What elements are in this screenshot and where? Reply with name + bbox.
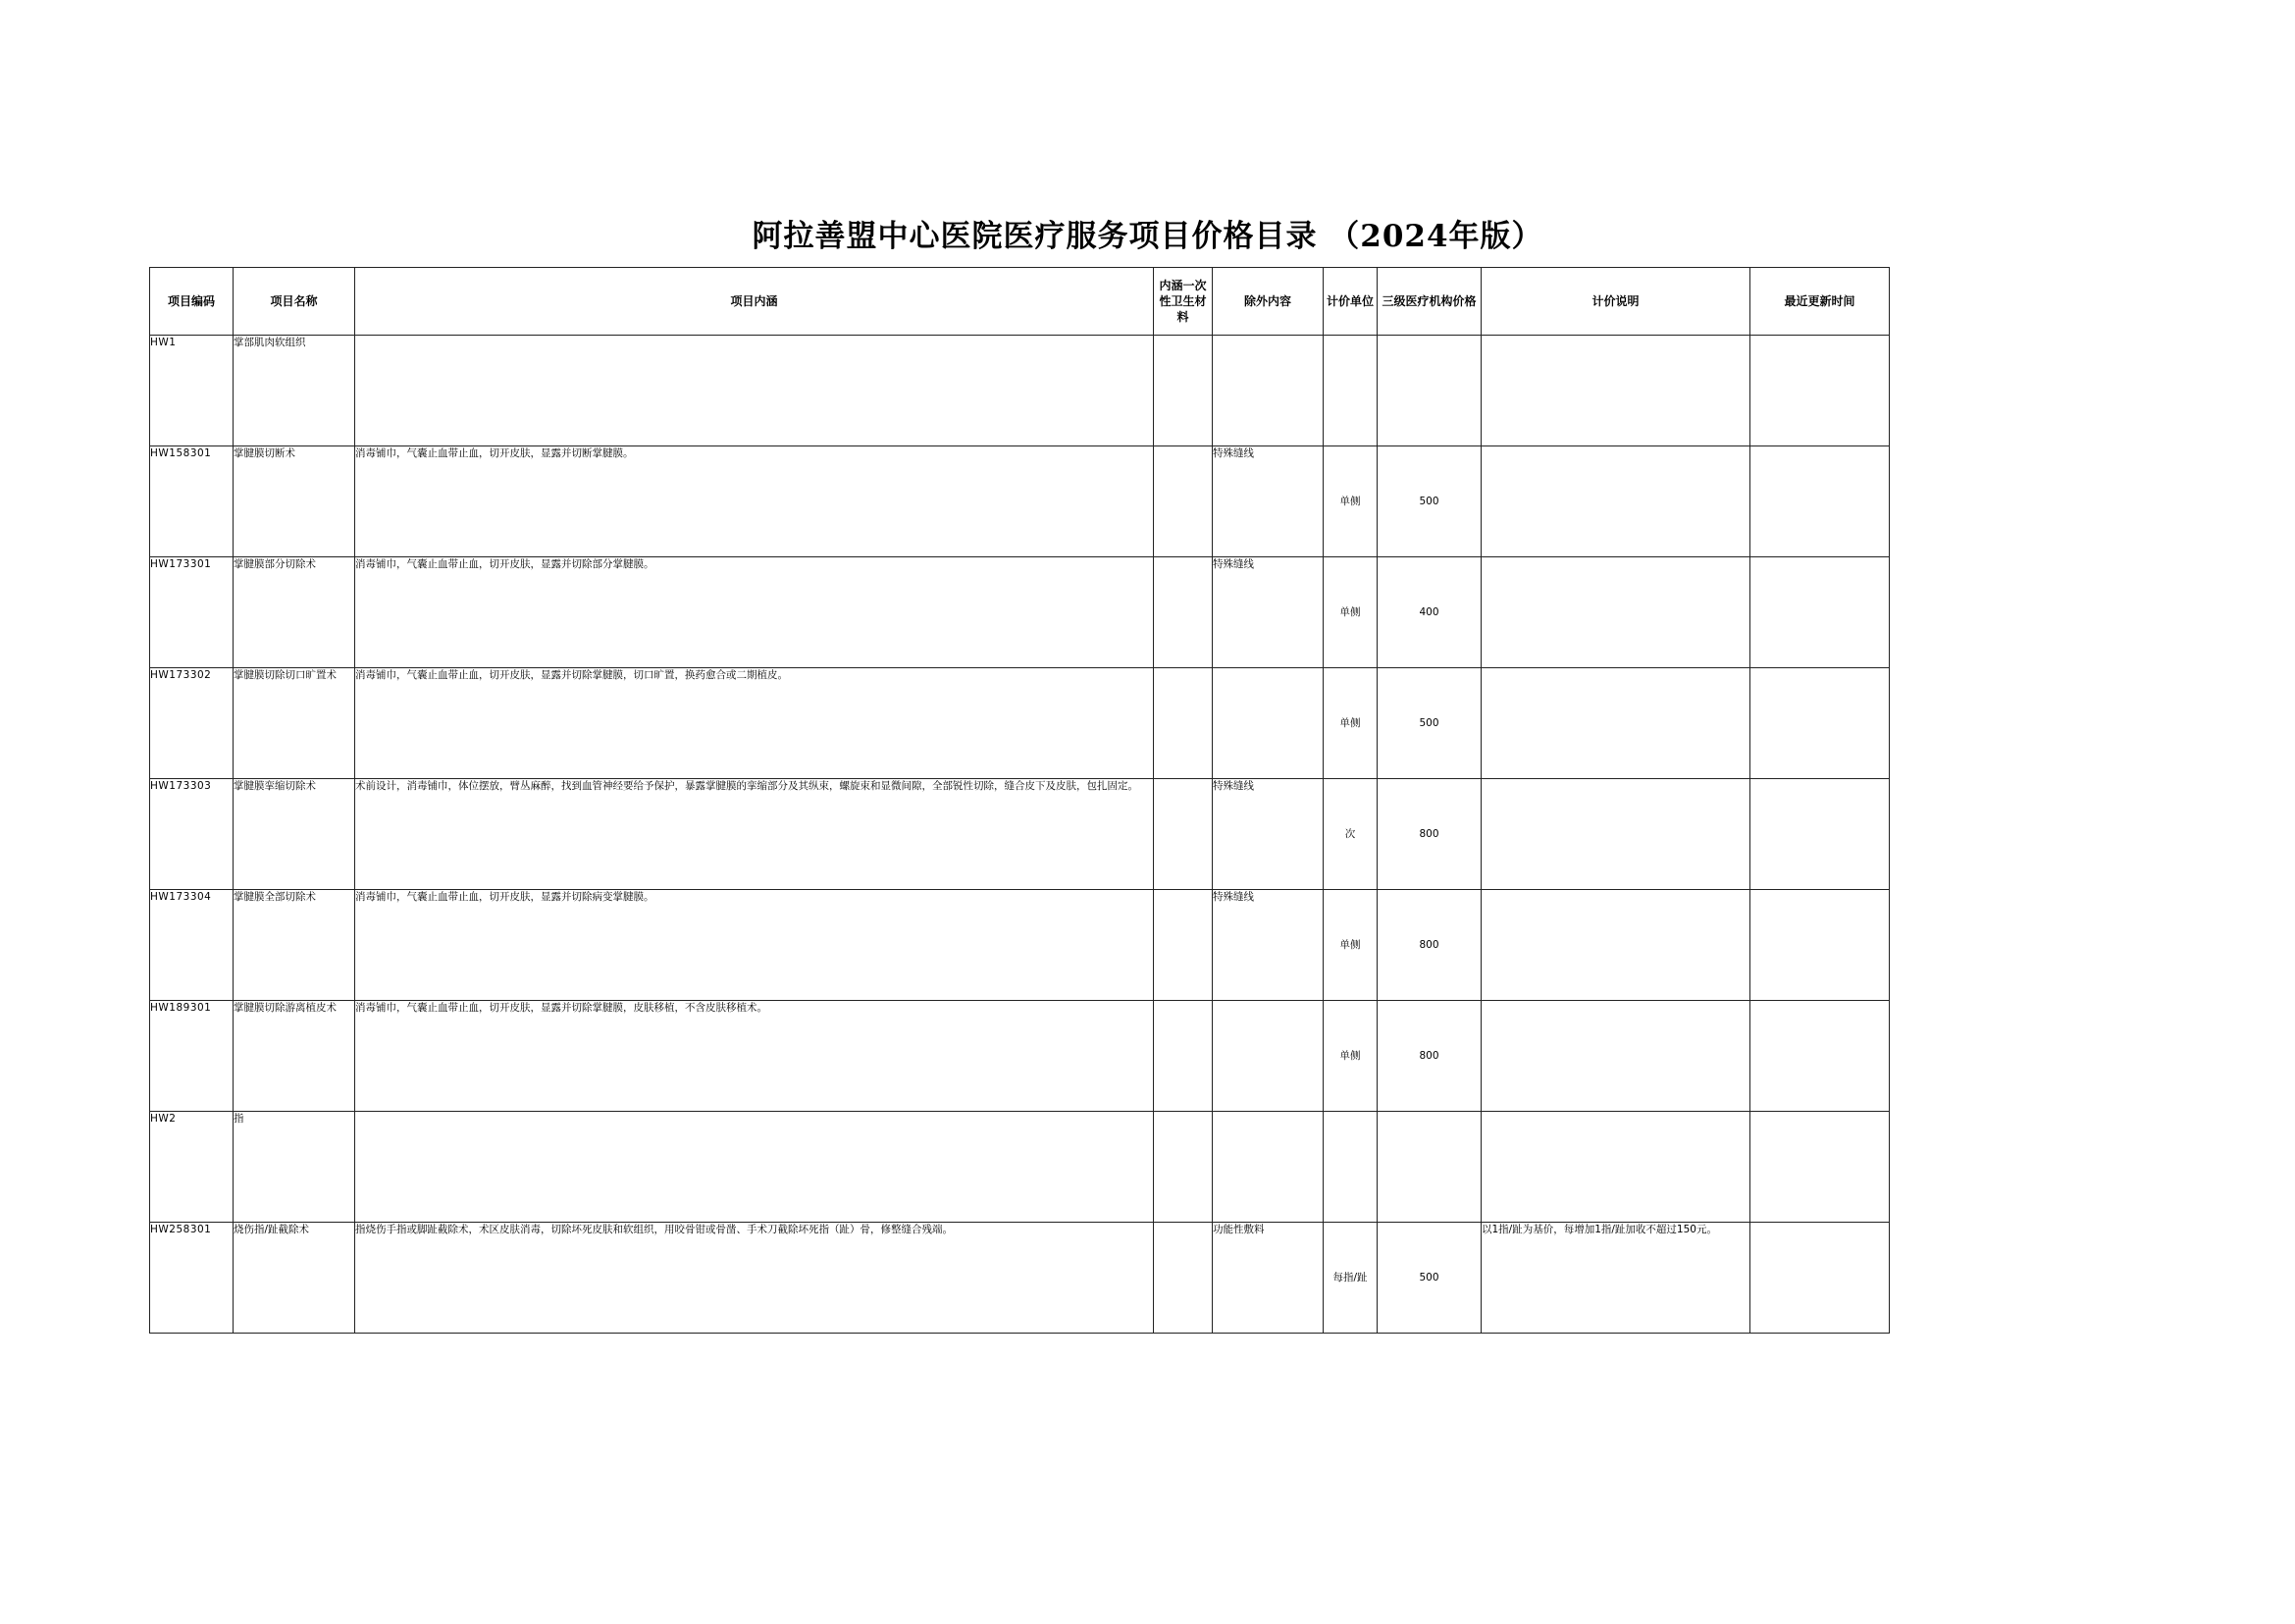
cell-exclusion: 特殊缝线 xyxy=(1213,779,1324,890)
cell-updated xyxy=(1750,1223,1890,1334)
cell-price: 500 xyxy=(1378,668,1482,779)
cell-code: HW173301 xyxy=(150,557,234,668)
header-note: 计价说明 xyxy=(1482,268,1750,336)
document-title: 阿拉善盟中心医院医疗服务项目价格目录 （2024年版） xyxy=(752,219,1543,254)
table-row xyxy=(150,668,1890,779)
header-name: 项目名称 xyxy=(234,268,355,336)
cell-name: 掌腱膜切断术 xyxy=(234,446,355,557)
cell-content: 消毒铺巾，气囊止血带止血，切开皮肤，显露并切除掌腱膜，皮肤移植，不含皮肤移植术。 xyxy=(355,1001,1154,1112)
cell-note xyxy=(1482,779,1750,890)
cell-code: HW258301 xyxy=(150,1223,234,1334)
cell-price: 500 xyxy=(1378,446,1482,557)
cell-content: 消毒铺巾，气囊止血带止血，切开皮肤，显露并切除病变掌腱膜。 xyxy=(355,890,1154,1001)
cell-consumable xyxy=(1154,557,1213,668)
cell-code: HW173302 xyxy=(150,668,234,779)
cell-updated xyxy=(1750,446,1890,557)
cell-name: 掌腱膜切除切口旷置术 xyxy=(234,668,355,779)
cell-content xyxy=(355,336,1154,446)
cell-name: 掌腱膜挛缩切除术 xyxy=(234,779,355,890)
cell-exclusion xyxy=(1213,1001,1324,1112)
cell-note xyxy=(1482,668,1750,779)
cell-consumable xyxy=(1154,1112,1213,1223)
cell-updated xyxy=(1750,1112,1890,1223)
cell-exclusion xyxy=(1213,1112,1324,1223)
cell-name: 掌腱膜切除游离植皮术 xyxy=(234,1001,355,1112)
cell-price: 800 xyxy=(1378,890,1482,1001)
cell-note xyxy=(1482,890,1750,1001)
cell-exclusion: 特殊缝线 xyxy=(1213,890,1324,1001)
table-row xyxy=(150,557,1890,668)
cell-exclusion: 功能性敷料 xyxy=(1213,1223,1324,1334)
cell-name: 掌腱膜全部切除术 xyxy=(234,890,355,1001)
cell-consumable xyxy=(1154,336,1213,446)
table-row xyxy=(150,1223,1890,1334)
cell-exclusion: 特殊缝线 xyxy=(1213,446,1324,557)
cell-content xyxy=(355,1112,1154,1223)
cell-content: 术前设计，消毒铺巾，体位摆放，臂丛麻醉，找到血管神经要给予保护，暴露掌腱膜的挛缩部分及其纵束，螺旋束和显微间隙，全部锐性切除，缝合皮下及皮肤，包扎固定。 xyxy=(355,779,1154,890)
cell-unit: 单侧 xyxy=(1324,1001,1378,1112)
table-row xyxy=(150,779,1890,890)
cell-consumable xyxy=(1154,668,1213,779)
header-consumable: 内涵一次性卫生材料 xyxy=(1154,268,1213,336)
cell-consumable xyxy=(1154,446,1213,557)
cell-note xyxy=(1482,557,1750,668)
table-row xyxy=(150,336,1890,446)
cell-price xyxy=(1378,1112,1482,1223)
table-row xyxy=(150,446,1890,557)
cell-updated xyxy=(1750,890,1890,1001)
table-row xyxy=(150,1112,1890,1223)
header-exclusion: 除外内容 xyxy=(1213,268,1324,336)
header-content: 项目内涵 xyxy=(355,268,1154,336)
cell-unit xyxy=(1324,1112,1378,1223)
cell-price xyxy=(1378,336,1482,446)
cell-name: 指 xyxy=(234,1112,355,1223)
cell-content: 指烧伤手指或脚趾截除术，术区皮肤消毒，切除坏死皮肤和软组织，用咬骨钳或骨凿、手术刀截除坏死指（趾）骨，修整缝合残端。 xyxy=(355,1223,1154,1334)
cell-code: HW173303 xyxy=(150,779,234,890)
cell-content: 消毒铺巾，气囊止血带止血，切开皮肤，显露并切断掌腱膜。 xyxy=(355,446,1154,557)
cell-note xyxy=(1482,336,1750,446)
cell-name: 掌腱膜部分切除术 xyxy=(234,557,355,668)
cell-unit: 每指/趾 xyxy=(1324,1223,1378,1334)
cell-price: 400 xyxy=(1378,557,1482,668)
table-row xyxy=(150,890,1890,1001)
cell-note xyxy=(1482,446,1750,557)
cell-unit: 单侧 xyxy=(1324,890,1378,1001)
cell-consumable xyxy=(1154,890,1213,1001)
cell-updated xyxy=(1750,668,1890,779)
cell-code: HW1 xyxy=(150,336,234,446)
cell-note xyxy=(1482,1112,1750,1223)
header-price: 三级医疗机构价格 xyxy=(1378,268,1482,336)
cell-code: HW158301 xyxy=(150,446,234,557)
cell-name: 烧伤指/趾截除术 xyxy=(234,1223,355,1334)
cell-code: HW173304 xyxy=(150,890,234,1001)
cell-price: 800 xyxy=(1378,779,1482,890)
cell-consumable xyxy=(1154,779,1213,890)
cell-price: 500 xyxy=(1378,1223,1482,1334)
cell-exclusion: 特殊缝线 xyxy=(1213,557,1324,668)
cell-code: HW189301 xyxy=(150,1001,234,1112)
cell-unit: 单侧 xyxy=(1324,446,1378,557)
table-header-row xyxy=(150,268,1890,336)
price-table xyxy=(149,267,1890,1334)
header-updated: 最近更新时间 xyxy=(1750,268,1890,336)
cell-unit: 次 xyxy=(1324,779,1378,890)
cell-unit xyxy=(1324,336,1378,446)
cell-updated xyxy=(1750,1001,1890,1112)
cell-name: 掌部肌肉软组织 xyxy=(234,336,355,446)
cell-content: 消毒铺巾，气囊止血带止血，切开皮肤，显露并切除掌腱膜，切口旷置，换药愈合或二期植皮。 xyxy=(355,668,1154,779)
cell-content: 消毒铺巾，气囊止血带止血，切开皮肤，显露并切除部分掌腱膜。 xyxy=(355,557,1154,668)
table-row xyxy=(150,1001,1890,1112)
cell-consumable xyxy=(1154,1223,1213,1334)
cell-note xyxy=(1482,1001,1750,1112)
cell-exclusion xyxy=(1213,336,1324,446)
cell-updated xyxy=(1750,779,1890,890)
cell-exclusion xyxy=(1213,668,1324,779)
cell-unit: 单侧 xyxy=(1324,557,1378,668)
cell-updated xyxy=(1750,557,1890,668)
cell-consumable xyxy=(1154,1001,1213,1112)
header-unit: 计价单位 xyxy=(1324,268,1378,336)
cell-unit: 单侧 xyxy=(1324,668,1378,779)
cell-code: HW2 xyxy=(150,1112,234,1223)
cell-updated xyxy=(1750,336,1890,446)
header-code: 项目编码 xyxy=(150,268,234,336)
cell-note: 以1指/趾为基价，每增加1指/趾加收不超过150元。 xyxy=(1482,1223,1750,1334)
cell-price: 800 xyxy=(1378,1001,1482,1112)
